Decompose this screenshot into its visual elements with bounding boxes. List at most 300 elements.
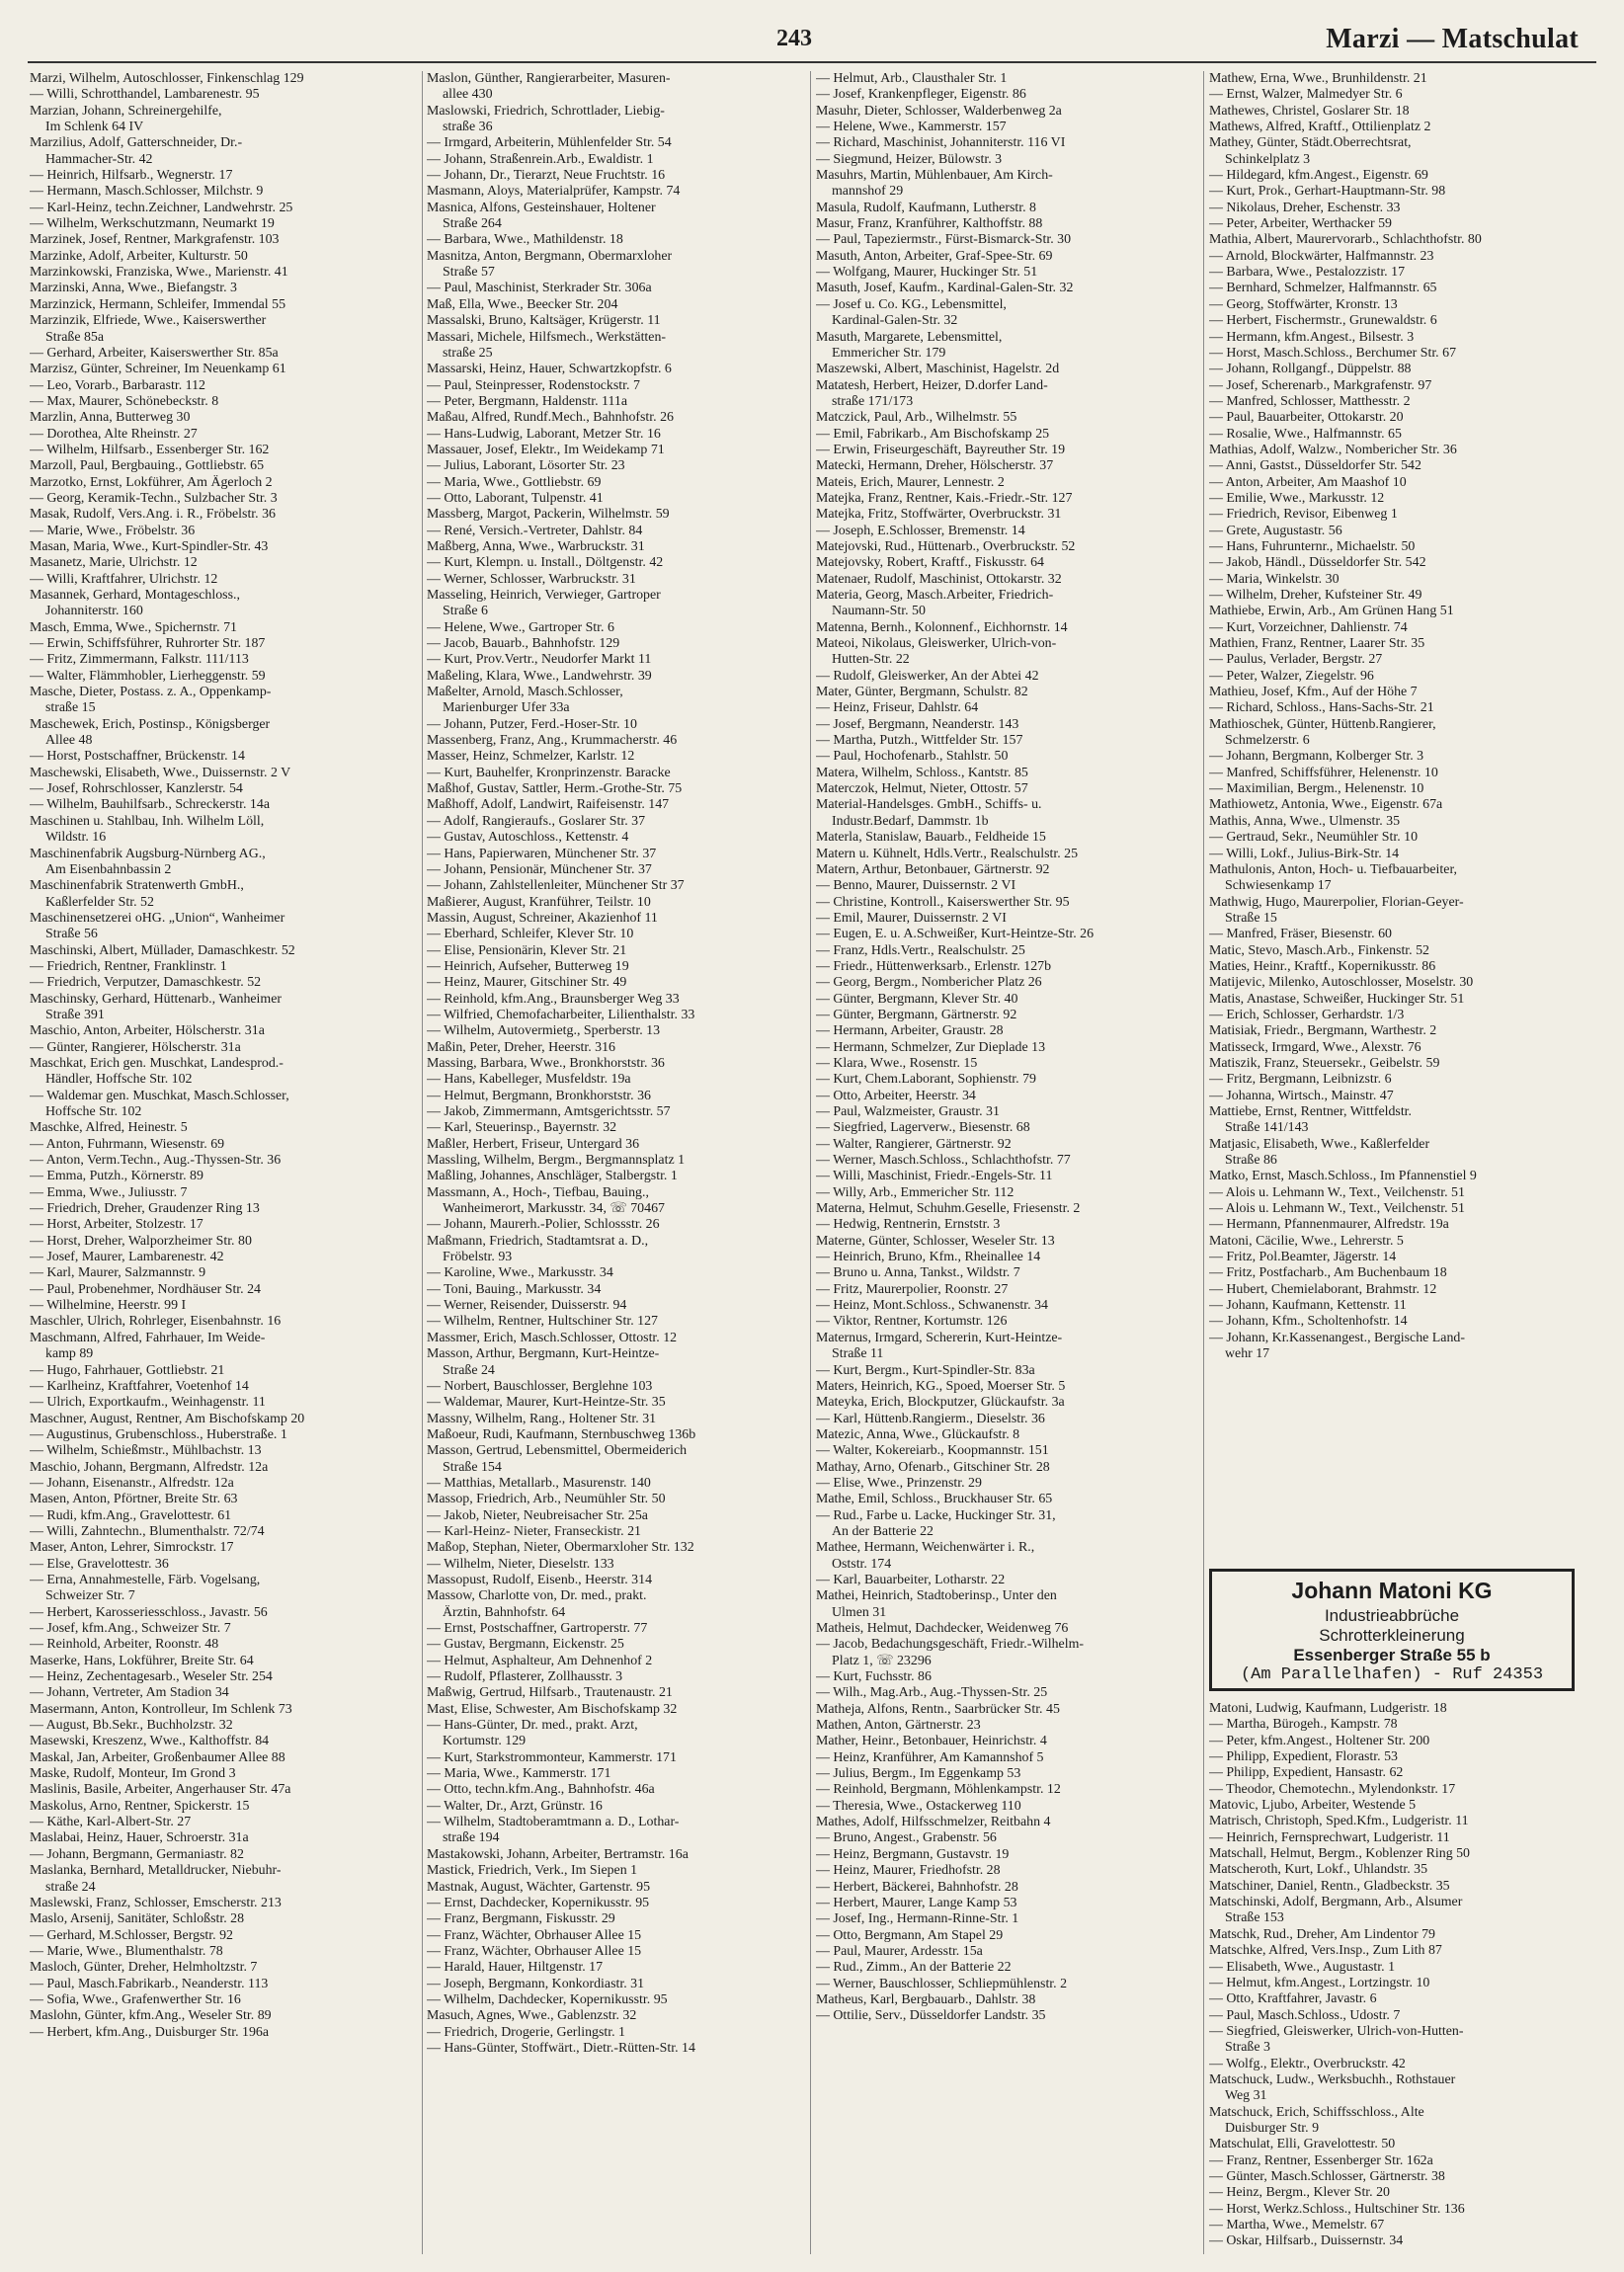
directory-entry: Masser, Heinz, Schmelzer, Karlstr. 12	[427, 749, 635, 765]
directory-entry: — Hildegard, kfm.Angest., Eigenstr. 69	[1209, 168, 1428, 184]
directory-entry: — Rudolf, Pflasterer, Zollhausstr. 3	[427, 1669, 623, 1685]
entry-continuation: An der Batterie 22	[832, 1523, 934, 1539]
directory-entry: — Hans, Papierwaren, Münchener Str. 37	[427, 846, 657, 861]
directory-entry: — Manfred, Fräser, Biesenstr. 60	[1209, 927, 1392, 942]
directory-entry: — Herbert, Maurer, Lange Kamp 53	[816, 1895, 1017, 1910]
directory-entry: Massopust, Rudolf, Eisenb., Heerstr. 314	[427, 1572, 653, 1587]
directory-entry: Maslanka, Bernhard, Metalldrucker, Niebuhr-	[30, 1863, 282, 1879]
directory-entry: Maschinski, Albert, Müllader, Damaschkestr. 52	[30, 942, 295, 958]
directory-entry: Masermann, Anton, Kontrolleur, Im Schlenk 73	[30, 1701, 292, 1717]
directory-entry: — Jacob, Bauarb., Bahnhofstr. 129	[427, 636, 620, 652]
directory-entry: — Ulrich, Exportkaufm., Weinhagenstr. 11	[30, 1395, 266, 1411]
directory-entry: — Paul, Maschinist, Sterkrader Str. 306a	[427, 281, 652, 296]
directory-entry: Mattiebe, Ernst, Rentner, Wittfeldstr.	[1209, 1104, 1413, 1119]
directory-entry: — Grete, Augustastr. 56	[1209, 523, 1342, 538]
directory-entry: — Hermann, Masch.Schlosser, Milchstr. 9	[30, 184, 264, 200]
directory-entry: Maßwig, Gertrud, Hilfsarb., Trautenaustr. 21	[427, 1685, 673, 1701]
directory-entry: — Walter, Flämmhobler, Lierheggenstr. 59	[30, 668, 266, 684]
entry-continuation: Marienburger Ufer 33a	[443, 700, 570, 716]
directory-entry: Maßling, Johannes, Anschläger, Stalbergstr. 1	[427, 1169, 678, 1184]
directory-entry: Marzinke, Adolf, Arbeiter, Kulturstr. 50	[30, 248, 248, 264]
directory-entry: — Hermann, Schmelzer, Zur Dieplade 13	[816, 1039, 1046, 1055]
directory-entry: — Viktor, Rentner, Kortumstr. 126	[816, 1314, 1008, 1330]
entry-continuation: Emmericher Str. 179	[832, 345, 946, 361]
directory-entry: — Dorothea, Alte Rheinstr. 27	[30, 426, 198, 442]
directory-entry: — Otto, techn.kfm.Ang., Bahnhofstr. 46a	[427, 1782, 655, 1798]
directory-entry: — Hubert, Chemielaborant, Brahmstr. 12	[1209, 1281, 1437, 1297]
entry-continuation: Am Eisenbahnbassin 2	[45, 861, 172, 877]
directory-entry: Matschinski, Adolf, Bergmann, Arb., Alsumer	[1209, 1895, 1463, 1910]
directory-entry: — Peter, Bergmann, Haldenstr. 111a	[427, 393, 627, 409]
ad-line: Industrieabbrüche	[1324, 1606, 1460, 1625]
entry-continuation: straße 15	[45, 700, 96, 716]
entry-continuation: Straße 6	[443, 604, 488, 619]
directory-entry: — Ernst, Walzer, Malmedyer Str. 6	[1209, 87, 1403, 103]
directory-entry: Mathwig, Hugo, Maurerpolier, Florian-Geyer-	[1209, 894, 1464, 910]
directory-entry: — Herbert, Fischermstr., Grunewaldstr. 6	[1209, 313, 1437, 329]
directory-entry: — Elise, Wwe., Prinzenstr. 29	[816, 1475, 982, 1491]
page-header	[0, 0, 1624, 61]
directory-entry: — Horst, Postschaffner, Brückenstr. 14	[30, 749, 245, 765]
directory-entry: — René, Versich.-Vertreter, Dahlstr. 84	[427, 523, 643, 538]
directory-entry: Mathioschek, Günter, Hüttenb.Rangierer,	[1209, 716, 1436, 732]
directory-entry: — Paul, Maurer, Ardesstr. 15a	[816, 1943, 983, 1959]
directory-entry: Maske, Rudolf, Monteur, Im Grond 3	[30, 1766, 236, 1782]
directory-entry: — Franz, Rentner, Essenberger Str. 162a	[1209, 2152, 1433, 2168]
directory-entry: Mast, Elise, Schwester, Am Bischofskamp 32	[427, 1701, 678, 1717]
directory-entry: — Klara, Wwe., Rosenstr. 15	[816, 1055, 978, 1071]
directory-entry: — Heinrich, Bruno, Kfm., Rheinallee 14	[816, 1250, 1041, 1265]
directory-entry: — Harald, Hauer, Hiltgenstr. 17	[427, 1960, 604, 1976]
directory-entry: Mateis, Erich, Maurer, Lennestr. 2	[816, 474, 1005, 490]
directory-entry: Marzotko, Ernst, Lokführer, Am Ägerloch 2	[30, 474, 273, 490]
directory-entry: Marzian, Johann, Schreinergehilfe,	[30, 103, 222, 119]
entry-continuation: Schwiesenkamp 17	[1225, 878, 1332, 894]
directory-entry: Matenna, Bernh., Kolonnenf., Eichhornstr. 14	[816, 619, 1068, 635]
directory-entry: — Willi, Schrotthandel, Lambarenestr. 95	[30, 87, 260, 103]
directory-entry: Massmer, Erich, Masch.Schlosser, Ottostr. 12	[427, 1330, 678, 1345]
directory-entry: — Werner, Masch.Schloss., Schlachthofstr. 77	[816, 1153, 1071, 1169]
directory-entry: — Rudi, kfm.Ang., Gravelottestr. 61	[30, 1507, 232, 1523]
directory-entry: — Ottilie, Serv., Düsseldorfer Landstr. 35	[816, 2008, 1046, 2024]
directory-entry: — Maria, Winkelstr. 30	[1209, 571, 1340, 587]
entry-continuation: Straße 56	[45, 927, 98, 942]
directory-entry: Maschio, Anton, Arbeiter, Hölscherstr. 31a	[30, 1023, 265, 1039]
directory-entry: — Horst, Werkz.Schloss., Hultschiner Str. 136	[1209, 2201, 1465, 2217]
page-number: 243	[776, 26, 812, 51]
directory-entry: Matejovsky, Robert, Kraftf., Fiskusstr. 64	[816, 555, 1044, 571]
directory-entry: — Gustav, Bergmann, Eickenstr. 25	[427, 1637, 624, 1653]
directory-entry: — Maria, Wwe., Kammerstr. 171	[427, 1766, 611, 1782]
directory-entry: Maskal, Jan, Arbeiter, Großenbaumer Allee 88	[30, 1749, 285, 1765]
directory-entry: — Arnold, Blockwärter, Halfmannstr. 23	[1209, 248, 1434, 264]
directory-entry: — Fritz, Bergmann, Leibnizstr. 6	[1209, 1072, 1392, 1088]
directory-entry: — Walter, Dr., Arzt, Grünstr. 16	[427, 1798, 603, 1814]
directory-entry: Matern u. Kühnelt, Hdls.Vertr., Realschulstr. 25	[816, 846, 1079, 861]
directory-entry: Matovic, Ljubo, Arbeiter, Westende 5	[1209, 1798, 1417, 1814]
directory-entry: — Joseph, Bergmann, Konkordiastr. 31	[427, 1976, 645, 1991]
directory-entry: — Emma, Putzh., Körnerstr. 89	[30, 1169, 203, 1184]
directory-entry: Matrisch, Christoph, Sped.Kfm., Ludgeristr. 11	[1209, 1814, 1469, 1829]
directory-entry: — Elise, Pensionärin, Klever Str. 21	[427, 942, 627, 958]
directory-entry: — Richard, Schloss., Hans-Sachs-Str. 21	[1209, 700, 1434, 716]
directory-entry: — Martha, Putzh., Wittfelder Str. 157	[816, 733, 1023, 749]
directory-entry: — Erwin, Schiffsführer, Ruhrorter Str. 187	[30, 636, 266, 652]
directory-entry: Marzilius, Adolf, Gatterschneider, Dr.-	[30, 135, 243, 151]
directory-entry: — Heinz, Maurer, Friedhofstr. 28	[816, 1863, 1001, 1879]
entry-continuation: Ulmen 31	[832, 1604, 887, 1620]
directory-entry: Massauer, Josef, Elektr., Im Weidekamp 71	[427, 442, 665, 457]
directory-entry: Maschke, Alfred, Heinestr. 5	[30, 1120, 188, 1136]
directory-entry: Matheus, Karl, Bergbauarb., Dahlstr. 38	[816, 1991, 1036, 2007]
directory-entry: Maß, Ella, Wwe., Beecker Str. 204	[427, 296, 618, 312]
directory-entry: — Georg, Stoffwärter, Kronstr. 13	[1209, 296, 1398, 312]
directory-entry: Masewski, Kreszenz, Wwe., Kalthoffstr. 84	[30, 1734, 270, 1749]
directory-entry: Matecki, Hermann, Dreher, Hölscherstr. 37	[816, 458, 1054, 474]
running-head: Marzi — Matschulat	[1326, 24, 1579, 54]
entry-continuation: Straße 3	[1225, 2040, 1270, 2056]
directory-entry: — Toni, Bauing., Markusstr. 34	[427, 1281, 602, 1297]
directory-entry: — Herbert, kfm.Ang., Duisburger Str. 196a	[30, 2024, 270, 2040]
directory-entry: — Martha, Wwe., Memelstr. 67	[1209, 2218, 1385, 2232]
directory-entry: — Benno, Maurer, Duissernstr. 2 VI	[816, 878, 1016, 894]
directory-entry: Marzinzick, Hermann, Schleifer, Immendal 55	[30, 296, 286, 312]
directory-entry: — Heinrich, Hilfsarb., Wegnerstr. 17	[30, 168, 233, 184]
entry-continuation: Industr.Bedarf, Dammstr. 1b	[832, 813, 989, 829]
directory-entry: — Heinz, Bergm., Klever Str. 20	[1209, 2185, 1390, 2201]
directory-entry: Matera, Wilhelm, Schloss., Kantstr. 85	[816, 765, 1028, 780]
directory-entry: Materia, Georg, Masch.Arbeiter, Friedrich-	[816, 588, 1054, 603]
entry-continuation: Straße 141/143	[1225, 1120, 1309, 1136]
directory-entry: — Johann, Zahlstellenleiter, Münchener Str 37	[427, 878, 685, 894]
directory-entry: — Günter, Bergmann, Klever Str. 40	[816, 991, 1018, 1007]
directory-entry: Massari, Michele, Hilfsmech., Werkstätten-	[427, 329, 667, 345]
directory-entry: — Maximilian, Bergm., Helenenstr. 10	[1209, 781, 1424, 797]
directory-column-1	[30, 71, 419, 2254]
directory-entry: — Johann, Pensionär, Münchener Str. 37	[427, 861, 652, 877]
directory-entry: Maßau, Alfred, Rundf.Mech., Bahnhofstr. 26	[427, 410, 674, 426]
directory-entry: — Hans-Günter, Stoffwärt., Dietr.-Rütten-Str. 14	[427, 2040, 695, 2056]
directory-entry: Mastick, Friedrich, Verk., Im Siepen 1	[427, 1863, 638, 1879]
directory-entry: Mathay, Arno, Ofenarb., Gitschiner Str. 28	[816, 1459, 1050, 1475]
directory-entry: Maslabai, Heinz, Hauer, Schroerstr. 31a	[30, 1830, 249, 1846]
directory-entry: — Walter, Kokereiarb., Koopmannstr. 151	[816, 1443, 1049, 1459]
ad-line: Essenberger Straße 55 b	[1293, 1646, 1491, 1664]
directory-entry: — Marie, Wwe., Blumenthalstr. 78	[30, 1943, 223, 1959]
directory-entry: — Hermann, Pfannenmaurer, Alfredstr. 19a	[1209, 1217, 1449, 1233]
directory-entry: Mathien, Franz, Rentner, Laarer Str. 35	[1209, 636, 1425, 652]
directory-entry: Mathulonis, Anton, Hoch- u. Tiefbauarbeiter,	[1209, 861, 1457, 877]
directory-entry: — Anton, Arbeiter, Am Maashof 10	[1209, 474, 1407, 490]
entry-continuation: Kaßlerfelder Str. 52	[45, 894, 154, 910]
directory-entry: Maslon, Günther, Rangierarbeiter, Masuren-	[427, 71, 671, 86]
directory-entry: Maties, Heinr., Kraftf., Kopernikusstr. 86	[1209, 958, 1436, 974]
directory-entry: — Horst, Dreher, Walporzheimer Str. 80	[30, 1233, 252, 1249]
directory-entry: Mathiowetz, Antonia, Wwe., Eigenstr. 67a	[1209, 797, 1443, 813]
directory-entry: — Maria, Wwe., Gottliebstr. 69	[427, 474, 602, 490]
directory-entry: — Friedrich, Rentner, Franklinstr. 1	[30, 958, 227, 974]
directory-entry: — Horst, Arbeiter, Stolzestr. 17	[30, 1217, 203, 1233]
directory-entry: — Johann, Bergmann, Kolberger Str. 3	[1209, 749, 1424, 765]
ad-line: Schrotterkleinerung	[1319, 1626, 1465, 1645]
directory-entry: Maschler, Ulrich, Rohrleger, Eisenbahnstr. 16	[30, 1314, 282, 1330]
directory-entry: Maßelter, Arnold, Masch.Schlosser,	[427, 685, 623, 700]
directory-entry: — Wilhelm, Dreher, Kufsteiner Str. 49	[1209, 588, 1422, 603]
directory-entry: — Johann, Putzer, Ferd.-Hoser-Str. 10	[427, 716, 637, 732]
directory-entry: — Karoline, Wwe., Markusstr. 34	[427, 1265, 613, 1281]
directory-entry: Masuth, Josef, Kaufm., Kardinal-Galen-Str. 32	[816, 281, 1074, 296]
directory-entry: Masson, Arthur, Bergmann, Kurt-Heintze-	[427, 1346, 660, 1362]
entry-continuation: Kardinal-Galen-Str. 32	[832, 313, 958, 329]
directory-entry: Matisseck, Irmgard, Wwe., Alexstr. 76	[1209, 1039, 1421, 1055]
directory-entry: Masnitza, Anton, Bergmann, Obermarxloher	[427, 248, 673, 264]
entry-continuation: wehr 17	[1225, 1346, 1270, 1362]
directory-entry: Maßoeur, Rudi, Kaufmann, Sternbuschweg 136b	[427, 1426, 696, 1442]
directory-entry: — Jakob, Zimmermann, Amtsgerichtsstr. 57	[427, 1104, 671, 1119]
entry-continuation: Straße 57	[443, 265, 495, 281]
directory-entry: — Herbert, Karosseriesschloss., Javastr. 56	[30, 1604, 268, 1620]
directory-entry: — Max, Maurer, Schönebeckstr. 8	[30, 393, 219, 409]
directory-entry: — Josef, Bergmann, Neanderstr. 143	[816, 716, 1019, 732]
directory-entry: Matoni, Ludwig, Kaufmann, Ludgeristr. 18	[1209, 1701, 1447, 1716]
directory-entry: Maßmann, Friedrich, Stadtamtsrat a. D.,	[427, 1233, 649, 1249]
directory-entry: — Wilhelm, Dachdecker, Kopernikusstr. 95	[427, 1991, 668, 2007]
directory-entry: — Bernhard, Schmelzer, Halfmannstr. 65	[1209, 281, 1437, 296]
directory-entry: — Johann, Straßenrein.Arb., Ewaldistr. 1	[427, 151, 654, 167]
directory-entry: — Marie, Wwe., Fröbelstr. 36	[30, 523, 196, 538]
directory-entry: Maschner, August, Rentner, Am Bischofskamp 20	[30, 1411, 305, 1426]
directory-entry: — Waldemar, Maurer, Kurt-Heintze-Str. 35	[427, 1395, 666, 1411]
directory-entry: — Joseph, E.Schlosser, Bremenstr. 14	[816, 523, 1025, 538]
directory-entry: Massow, Charlotte von, Dr. med., prakt.	[427, 1588, 647, 1604]
directory-column-2	[427, 71, 816, 2254]
directory-entry: Matejka, Fritz, Stoffwärter, Overbruckstr. 31	[816, 507, 1062, 523]
directory-entry: — Manfred, Schlosser, Matthesstr. 2	[1209, 393, 1411, 409]
directory-entry: Matezic, Anna, Wwe., Glückaufstr. 8	[816, 1426, 1020, 1442]
directory-entry: Maschinen u. Stahlbau, Inh. Wilhelm Löll,	[30, 813, 265, 829]
directory-entry: Maßin, Peter, Dreher, Heerstr. 316	[427, 1039, 615, 1055]
directory-entry: Mathiebe, Erwin, Arb., Am Grünen Hang 51	[1209, 604, 1454, 619]
entry-continuation: straße 36	[443, 120, 493, 135]
directory-entry: — Johann, Eisenanstr., Alfredstr. 12a	[30, 1475, 234, 1491]
column-divider	[810, 71, 811, 2254]
directory-entry: Massling, Wilhelm, Bergm., Bergmannsplatz 1	[427, 1153, 686, 1169]
directory-entry: — Karl, Steuerinsp., Bayernstr. 32	[427, 1120, 617, 1136]
directory-entry: Maslewski, Franz, Schlosser, Emscherstr. 213	[30, 1895, 282, 1910]
directory-entry: Mastakowski, Johann, Arbeiter, Bertramstr. 16a	[427, 1846, 689, 1862]
directory-entry: — Johann, Kfm., Scholtenhofstr. 14	[1209, 1314, 1408, 1330]
directory-entry: Massalski, Bruno, Kaltsäger, Krügerstr. 11	[427, 313, 661, 329]
directory-entry: Maßop, Stephan, Nieter, Obermarxloher Str. 132	[427, 1540, 694, 1556]
directory-entry: — Gertraud, Sekr., Neumühler Str. 10	[1209, 830, 1419, 846]
directory-column-4-top	[1209, 71, 1598, 1553]
directory-entry: Maschinenfabrik Stratenwerth GmbH.,	[30, 878, 244, 894]
entry-continuation: Naumann-Str. 50	[832, 604, 926, 619]
directory-entry: Marzinkowski, Franziska, Wwe., Marienstr. 41	[30, 265, 288, 281]
column-divider	[422, 71, 423, 2254]
directory-entry: — Paul, Walzmeister, Graustr. 31	[816, 1104, 1000, 1119]
directory-entry: — Hans-Ludwig, Laborant, Metzer Str. 16	[427, 426, 661, 442]
directory-entry: — Wilhelmine, Heerstr. 99 I	[30, 1298, 187, 1314]
directory-entry: — Georg, Keramik-Techn., Sulzbacher Str. 3	[30, 490, 278, 506]
directory-entry: — Emil, Maurer, Duissernstr. 2 VI	[816, 910, 1007, 926]
entry-continuation: straße 24	[45, 1879, 96, 1895]
directory-entry: — Paul, Masch.Schloss., Udostr. 7	[1209, 2007, 1401, 2023]
directory-entry: — Alois u. Lehmann W., Text., Veilchenstr. 51	[1209, 1201, 1465, 1217]
directory-entry: Mathe, Emil, Schloss., Bruckhauser Str. 65	[816, 1492, 1053, 1507]
directory-entry: — Josef, Scherenarb., Markgrafenstr. 97	[1209, 377, 1432, 393]
directory-entry: — Paul, Probenehmer, Nordhäuser Str. 24	[30, 1281, 262, 1297]
directory-entry: — Wilhelm, Hilfsarb., Essenberger Str. 162	[30, 442, 270, 457]
directory-entry: — Kurt, Chem.Laborant, Sophienstr. 79	[816, 1072, 1036, 1088]
directory-entry: Maskolus, Arno, Rentner, Spickerstr. 15	[30, 1798, 250, 1814]
directory-entry: — Otto, Bergmann, Am Stapel 29	[816, 1927, 1004, 1943]
directory-entry: Maschinsky, Gerhard, Hüttenarb., Wanheimer	[30, 991, 283, 1007]
directory-entry: Maszewski, Albert, Maschinist, Hagelstr. 2d	[816, 362, 1060, 377]
directory-entry: — Willi, Maschinist, Friedr.-Engels-Str. 11	[816, 1169, 1053, 1184]
advertisement-box	[1209, 1569, 1575, 1691]
entry-continuation: Im Schlenk 64 IV	[45, 120, 144, 135]
directory-entry: Masuhr, Dieter, Schlosser, Walderbenweg 2a	[816, 103, 1062, 119]
entry-continuation: Platz 1, ☏ 23296	[832, 1653, 932, 1668]
entry-continuation: Hutten-Str. 22	[832, 652, 910, 668]
directory-entry: — Erna, Annahmestelle, Färb. Vogelsang,	[30, 1572, 261, 1587]
directory-entry: Matschiner, Daniel, Rentn., Gladbeckstr. 35	[1209, 1878, 1450, 1894]
column-divider	[1203, 71, 1204, 2254]
directory-entry: Maßhoff, Adolf, Landwirt, Raifeisenstr. 147	[427, 797, 670, 813]
entry-continuation: Weg 31	[1225, 2088, 1267, 2104]
directory-entry: Matiszik, Franz, Steuersekr., Geibelstr. 59	[1209, 1055, 1440, 1071]
directory-entry: — Philipp, Expedient, Florastr. 53	[1209, 1749, 1398, 1765]
directory-entry: — Theresia, Wwe., Ostackerweg 110	[816, 1798, 1021, 1814]
directory-entry: — Nikolaus, Dreher, Eschenstr. 33	[1209, 200, 1401, 215]
entry-continuation: Wanheimerort, Markusstr. 34, ☏ 70467	[443, 1201, 665, 1217]
directory-entry: — Johann, Kr.Kassenangest., Bergische Land-	[1209, 1330, 1465, 1345]
directory-entry: — Karl-Heinz, techn.Zeichner, Landwehrstr. 25	[30, 200, 293, 215]
directory-entry: Maßler, Herbert, Friseur, Untergard 36	[427, 1136, 640, 1152]
directory-entry: — Karlheinz, Kraftfahrer, Voetenhof 14	[30, 1378, 249, 1394]
directory-entry: Matijevic, Milenko, Autoschlosser, Moselstr. 30	[1209, 975, 1474, 991]
directory-entry: — Eberhard, Schleifer, Klever Str. 10	[427, 927, 634, 942]
directory-entry: — Emil, Fabrikarb., Am Bischofskamp 25	[816, 426, 1050, 442]
directory-entry: Maslohn, Günter, kfm.Ang., Weseler Str. 89	[30, 2008, 272, 2024]
directory-entry: — Heinz, Friseur, Dahlstr. 64	[816, 700, 979, 716]
directory-entry: — Siegfried, Lagerverw., Biesenstr. 68	[816, 1120, 1030, 1136]
directory-entry: Maser, Anton, Lehrer, Simrockstr. 17	[30, 1540, 234, 1556]
directory-entry: — Matthias, Metallarb., Masurenstr. 140	[427, 1475, 651, 1491]
directory-entry: — Emma, Wwe., Juliusstr. 7	[30, 1184, 188, 1200]
directory-entry: — Helmut, Bergmann, Bronkhorststr. 36	[427, 1088, 651, 1103]
entry-continuation: straße 171/173	[832, 393, 914, 409]
directory-entry: — August, Bb.Sekr., Buchholzstr. 32	[30, 1718, 233, 1734]
directory-entry: — Jakob, Nieter, Neubreisacher Str. 25a	[427, 1507, 648, 1523]
directory-entry: Matschulat, Elli, Gravelottestr. 50	[1209, 2137, 1396, 2152]
directory-entry: — Wilhelm, Bauhilfsarb., Schreckerstr. 14a	[30, 797, 270, 813]
directory-entry: Mathieu, Josef, Kfm., Auf der Höhe 7	[1209, 685, 1418, 700]
directory-entry: Masch, Emma, Wwe., Spichernstr. 71	[30, 619, 237, 635]
directory-entry: — Fritz, Maurerpolier, Roonstr. 27	[816, 1281, 1009, 1297]
directory-entry: Mathews, Alfred, Kraftf., Ottilienplatz 2	[1209, 120, 1431, 135]
directory-entry: — Gustav, Autoschloss., Kettenstr. 4	[427, 830, 629, 846]
directory-entry: Mathey, Günter, Städt.Oberrechtsrat,	[1209, 135, 1412, 151]
directory-entry: Materna, Helmut, Schuhm.Geselle, Friesenstr. 2	[816, 1201, 1081, 1217]
directory-entry: — Peter, kfm.Angest., Holtener Str. 200	[1209, 1733, 1430, 1748]
directory-entry: Masmann, Aloys, Materialprüfer, Kampstr. 74	[427, 184, 681, 200]
directory-entry: — Paulus, Verlader, Bergstr. 27	[1209, 652, 1383, 668]
directory-entry: — Helmut, kfm.Angest., Lortzingstr. 10	[1209, 1975, 1430, 1990]
directory-entry: Mathewes, Christel, Goslarer Str. 18	[1209, 103, 1410, 119]
directory-entry: — Peter, Walzer, Ziegelstr. 96	[1209, 668, 1374, 684]
directory-entry: — Josef, Rohrschlosser, Kanzlerstr. 54	[30, 781, 243, 797]
directory-entry: Massin, August, Schreiner, Akazienhof 11	[427, 910, 658, 926]
directory-entry: — Irmgard, Arbeiterin, Mühlenfelder Str. 54	[427, 135, 672, 151]
directory-entry: — Friedrich, Verputzer, Damaschkestr. 52	[30, 975, 262, 991]
directory-entry: — Otto, Laborant, Tulpenstr. 41	[427, 490, 604, 506]
directory-entry: — Heinz, Kranführer, Am Kamannshof 5	[816, 1749, 1044, 1765]
directory-entry: Materne, Günter, Schlosser, Weseler Str. 13	[816, 1233, 1055, 1249]
directory-entry: Marzisz, Günter, Schreiner, Im Neuenkamp 61	[30, 362, 286, 377]
directory-entry: Maslinis, Basile, Arbeiter, Angerhauser Str. 47a	[30, 1782, 291, 1798]
directory-entry: Matis, Anastase, Schweißer, Huckinger Str. 51	[1209, 991, 1465, 1007]
directory-entry: — Kurt, Bauhelfer, Kronprinzenstr. Baracke	[427, 765, 671, 780]
entry-continuation: Oststr. 174	[832, 1556, 892, 1572]
directory-entry: — Paul, Masch.Fabrikarb., Neanderstr. 113	[30, 1976, 269, 1991]
directory-entry: Mathee, Hermann, Weichenwärter i. R.,	[816, 1540, 1035, 1556]
directory-entry: — Philipp, Expedient, Hansastr. 62	[1209, 1765, 1404, 1781]
entry-continuation: Ärztin, Bahnhofstr. 64	[443, 1604, 566, 1620]
directory-entry: Matschk, Rud., Dreher, Am Lindentor 79	[1209, 1926, 1435, 1942]
directory-entry: Masuth, Anton, Arbeiter, Graf-Spee-Str. 69	[816, 248, 1053, 264]
directory-entry: — Kurt, Prok., Gerhart-Hauptmann-Str. 98	[1209, 184, 1446, 200]
directory-entry: — Johann, Vertreter, Am Stadion 34	[30, 1685, 229, 1701]
directory-entry: Maschinensetzerei oHG. „Union“, Wanheimer	[30, 910, 285, 926]
directory-entry: Mathei, Heinrich, Stadtoberinsp., Unter den	[816, 1588, 1057, 1604]
directory-entry: — Jacob, Bedachungsgeschäft, Friedr.-Wilhelm-	[816, 1637, 1085, 1653]
directory-entry: Matatesh, Herbert, Heizer, D.dorfer Land-	[816, 377, 1048, 393]
directory-entry: Massmann, A., Hoch-, Tiefbau, Bauing.,	[427, 1184, 649, 1200]
directory-entry: — Anton, Fuhrmann, Wiesenstr. 69	[30, 1136, 225, 1152]
directory-entry: — Kurt, Vorzeichner, Dahlienstr. 74	[1209, 619, 1408, 635]
directory-entry: — Bruno u. Anna, Tankst., Wildstr. 7	[816, 1265, 1020, 1281]
directory-entry: — Wilhelm, Autovermietg., Sperberstr. 13	[427, 1023, 661, 1039]
directory-entry: — Josef, Ing., Hermann-Rinne-Str. 1	[816, 1911, 1019, 1927]
directory-entry: — Helene, Wwe., Kammerstr. 157	[816, 120, 1007, 135]
directory-entry: — Elisabeth, Wwe., Augustastr. 1	[1209, 1959, 1396, 1975]
directory-entry: — Heinz, Maurer, Gitschiner Str. 49	[427, 975, 627, 991]
directory-entry: — Fritz, Pol.Beamter, Jägerstr. 14	[1209, 1250, 1397, 1265]
directory-entry: — Wolfg., Elektr., Overbruckstr. 42	[1209, 2056, 1406, 2071]
directory-entry: — Johann, Bergmann, Germaniastr. 82	[30, 1846, 244, 1862]
directory-entry: — Richard, Maschinist, Johanniterstr. 116 VI	[816, 135, 1066, 151]
directory-entry: — Helmut, Arb., Clausthaler Str. 1	[816, 71, 1008, 86]
directory-entry: Masuch, Agnes, Wwe., Gablenzstr. 32	[427, 2008, 637, 2024]
directory-entry: Mathias, Adolf, Walzw., Nombericher Str. 36	[1209, 442, 1457, 457]
directory-entry: — Heinz, Zechentagesarb., Weseler Str. 254	[30, 1669, 273, 1685]
directory-entry: — Waldemar gen. Muschkat, Masch.Schlosser,	[30, 1088, 289, 1103]
directory-entry: — Kurt, Fuchsstr. 86	[816, 1669, 932, 1685]
directory-entry: Materczok, Helmut, Nieter, Ottostr. 57	[816, 781, 1028, 797]
directory-entry: — Reinhold, Bergmann, Möhlenkampstr. 12	[816, 1782, 1061, 1798]
directory-entry: Maschewski, Elisabeth, Wwe., Duissernstr. 2 V	[30, 765, 291, 780]
entry-continuation: Allee 48	[45, 733, 93, 749]
directory-entry: Masloch, Günter, Dreher, Helmholtzstr. 7	[30, 1960, 258, 1976]
directory-entry: — Rud., Zimm., An der Batterie 22	[816, 1960, 1012, 1976]
directory-entry: — Gerhard, Arbeiter, Kaiserswerther Str. 85a	[30, 345, 279, 361]
directory-entry: — Else, Gravelottestr. 36	[30, 1556, 169, 1572]
entry-continuation: Fröbelstr. 93	[443, 1250, 513, 1265]
directory-entry: Masnica, Alfons, Gesteinshauer, Holtener	[427, 200, 656, 215]
directory-entry: — Wilhelm, Schießmstr., Mühlbachstr. 13	[30, 1443, 262, 1459]
